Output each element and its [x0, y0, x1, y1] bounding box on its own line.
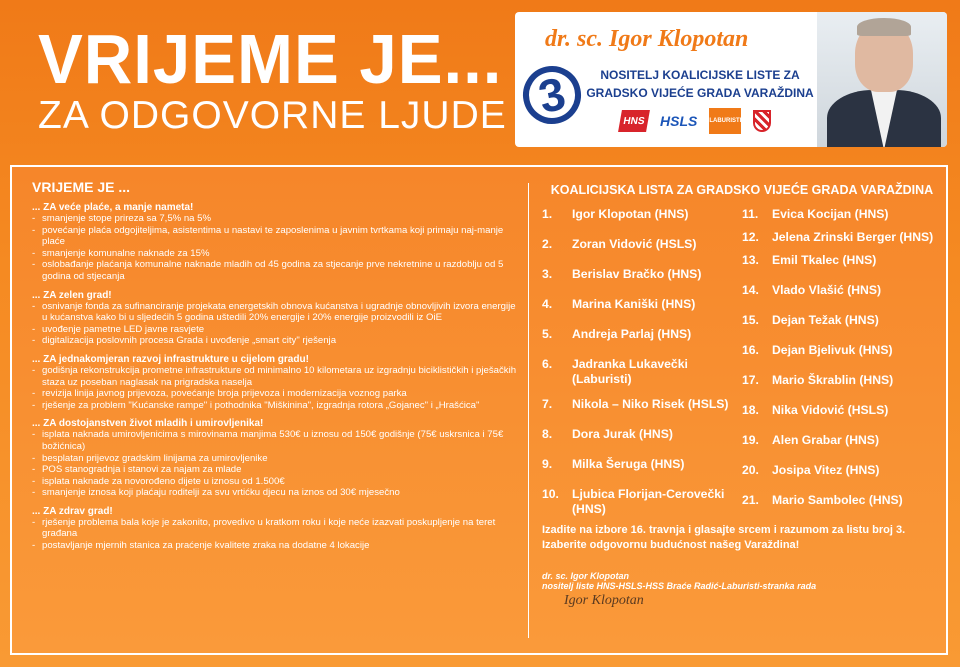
section-health	[32, 506, 522, 552]
section-heading: ... ZA dostojanstven život mladih i umirovljenika!	[32, 418, 264, 430]
laburisti-logo	[709, 108, 741, 134]
candidate-entry-name: Josipa Vitez (HNS)	[772, 463, 880, 477]
candidate-number: 11.	[742, 207, 759, 221]
candidate-number: 14.	[742, 283, 759, 297]
candidate-entry-name: Emil Tkalec (HNS)	[772, 253, 877, 267]
section-heading: ... ZA zdrav grad!	[32, 505, 113, 517]
candidate-list-col2	[742, 207, 942, 517]
section-heading: ... ZA veće plaće, a manje nameta!	[32, 202, 194, 213]
list-item: - smanjenje komunalne naknade za 15%	[32, 248, 522, 260]
candidate-entry-name: Mario Škrablin (HNS)	[772, 373, 894, 387]
hss-logo	[753, 110, 771, 132]
handwritten-signature: Igor Klopotan	[564, 593, 644, 608]
candidate-entry	[742, 343, 942, 358]
photo-hair	[857, 18, 911, 36]
candidate-photo	[817, 12, 947, 147]
candidate-number: 20.	[742, 463, 759, 477]
candidate-number: 9.	[542, 457, 553, 471]
candidate-name: dr. sc. Igor Klopotan	[545, 26, 749, 52]
candidate-entry	[542, 327, 742, 342]
candidate-entry-name: Jadranka Lukavečki (Laburisti)	[572, 357, 688, 386]
laburisti-logo-text: LABURISTI	[709, 117, 742, 124]
candidate-number: 12.	[742, 230, 759, 244]
section-heading: ... ZA jednakomjeran razvoj infrastrukture u cijelom gradu!	[32, 353, 309, 365]
candidate-number: 16.	[742, 343, 759, 357]
candidate-list-col1	[542, 207, 742, 517]
section-youth-pensioners	[32, 418, 522, 499]
candidate-entry	[742, 463, 942, 478]
candidate-role-line2: GRADSKO VIJEĆE GRADA VARAŽDINA	[586, 86, 814, 100]
candidate-role	[585, 66, 815, 102]
list-item: - isplata naknade za novorođeno dijete u iznosu od 1.500€	[32, 476, 522, 488]
candidate-entry-name: Milka Šeruga (HNS)	[572, 457, 685, 471]
candidate-number: 13.	[742, 253, 759, 267]
section-green	[32, 290, 522, 347]
vote-call-line2: Izaberite odgovornu budućnost našeg Varaždina!	[542, 539, 800, 551]
candidate-entry	[542, 427, 742, 442]
poster-subtitle: ZA ODGOVORNE LJUDE	[38, 94, 507, 137]
candidate-entry-name: Jelena Zrinski Berger (HNS)	[772, 230, 934, 244]
list-item: - revizija linija javnog prijevoza, povećanje broja prijevoza i modernizacija voznog parka	[32, 388, 522, 400]
signature-role: nositelj liste HNS-HSLS-HSS Braće Radić-Laburisti-stranka rada	[542, 581, 817, 591]
section-infrastructure	[32, 354, 522, 411]
candidate-number: 4.	[542, 297, 553, 311]
list-item: - isplata naknada umirovljenicima s mirovinama manjima 530€ u iznosu od 150€ godišnje (75€ uskrsnica i 75€ božićnica)	[32, 429, 522, 452]
vote-call	[542, 523, 942, 553]
column-divider	[528, 183, 529, 638]
section-wages	[32, 202, 522, 283]
candidate-entry-name: Nikola – Niko Risek (HSLS)	[572, 397, 729, 411]
candidate-entry-name: Zoran Vidović (HSLS)	[572, 237, 697, 251]
candidate-number: 10.	[542, 487, 559, 501]
candidate-box	[515, 12, 947, 147]
list-item: - digitalizacija poslovnih procesa Grada i uvođenje „smart city" rješenja	[32, 335, 522, 347]
list-number-badge: 3	[518, 61, 587, 130]
candidate-entry-name: Berislav Bračko (HNS)	[572, 267, 702, 281]
candidate-number: 17.	[742, 373, 759, 387]
vote-call-line1: Izadite na izbore 16. travnja i glasajte srcem i razumom za listu broj 3.	[542, 524, 906, 536]
party-logos	[620, 108, 771, 134]
candidate-number: 21.	[742, 493, 759, 507]
poster-title: VRIJEME JE...	[38, 20, 503, 98]
candidate-entry-name: Igor Klopotan (HNS)	[572, 207, 689, 221]
candidate-entry-name: Vlado Vlašić (HNS)	[772, 283, 882, 297]
candidate-entry-name: Nika Vidović (HSLS)	[772, 403, 889, 417]
list-item: - rješenje problema bala koje je zakonito, provedivo u kratkom roku i koje neće izazvati poskupljenje na teret građana	[32, 517, 522, 540]
candidate-entry	[742, 283, 942, 298]
candidate-entry	[542, 297, 742, 312]
candidate-entry	[542, 487, 742, 517]
candidate-list	[542, 207, 942, 517]
candidate-entry-name: Dejan Bjelivuk (HNS)	[772, 343, 893, 357]
list-item: - osnivanje fonda za sufinanciranje projekata energetskih obnova kućanstva i ugradnje obnovljivih izvora energije u kućanstva kako bi u sljedećih 5 godina uštedili 20% energije i 20% energije proizvodili iz OiE	[32, 301, 522, 324]
candidate-entry	[542, 267, 742, 282]
candidate-role-line1: NOSITELJ KOALICIJSKE LISTE ZA	[600, 68, 800, 82]
candidate-number: 5.	[542, 327, 553, 341]
list-item: - smanjenje stope prireza sa 7,5% na 5%	[32, 213, 522, 225]
candidate-list-title: KOALICIJSKA LISTA ZA GRADSKO VIJEĆE GRADA VARAŽDINA	[550, 183, 934, 197]
list-item: - uvođenje pametne LED javne rasvjete	[32, 324, 522, 336]
candidate-entry-name: Dejan Težak (HNS)	[772, 313, 879, 327]
list-item: - POS stanogradnja i stanovi za najam za mlade	[32, 464, 522, 476]
list-item: - oslobađanje plaćanja komunalne naknade mladih od 45 godina za stjecanje prve nekretnine u razdoblju od 5 godina od stjecanja	[32, 259, 522, 282]
list-item: - povećanje plaća odgojiteljima, asistentima u nastavi te zaposlenima u javnim tvrtkama koji primaju naj-manje plaće	[32, 225, 522, 248]
candidate-number: 8.	[542, 427, 553, 441]
list-item: - postavljanje mjernih stanica za praćenje kvalitete zraka na dodatne 4 lokacije	[32, 540, 522, 552]
section-heading: ... ZA zelen grad!	[32, 289, 112, 301]
hns-logo: HNS	[618, 110, 650, 132]
candidate-number: 7.	[542, 397, 553, 411]
list-item: - godišnja rekonstrukcija prometne infrastrukture od minimalno 10 kilometara uz izgradnju biciklističkih i pješačkih staza uz poseban naglasak na prigradska naselja	[32, 365, 522, 388]
candidate-number: 1.	[542, 207, 553, 221]
candidate-entry-name: Alen Grabar (HNS)	[772, 433, 879, 447]
candidate-entry	[742, 373, 942, 388]
list-item: - rješenje za problem "Kućanske rampe" i pothodnika "Miškinina", izgradnja rotora „Gojanec" i „Hrašćica"	[32, 400, 522, 412]
candidate-entry-name: Mario Sambolec (HNS)	[772, 493, 903, 507]
candidate-number: 19.	[742, 433, 759, 447]
hsls-logo: HSLS	[660, 113, 698, 129]
candidate-entry-name: Marina Kaniški (HNS)	[572, 297, 696, 311]
candidate-entry	[542, 237, 742, 252]
program-title: VRIJEME JE ...	[32, 179, 131, 195]
list-item: - besplatan prijevoz gradskim linijama za umirovljenike	[32, 453, 522, 465]
candidate-entry	[742, 230, 942, 245]
candidate-entry-name: Evica Kocijan (HNS)	[772, 207, 889, 221]
candidate-entry	[742, 253, 942, 268]
candidate-entry-name: Ljubica Florijan-Cerovečki (HNS)	[572, 487, 725, 516]
candidate-list-column	[542, 183, 942, 609]
candidate-entry	[542, 397, 742, 412]
candidate-entry	[742, 313, 942, 328]
program-column	[32, 179, 522, 552]
signature-name: dr. sc. Igor Klopotan	[542, 571, 630, 581]
list-item: - smanjenje iznosa koji plaćaju roditelji za svu vrtićku djecu na iznos od 30€ mjesečno	[32, 487, 522, 499]
candidate-number: 15.	[742, 313, 759, 327]
content-box	[10, 165, 948, 655]
candidate-number: 2.	[542, 237, 553, 251]
candidate-entry	[742, 493, 942, 508]
candidate-entry-name: Dora Jurak (HNS)	[572, 427, 673, 441]
candidate-entry	[742, 433, 942, 448]
candidate-entry	[542, 357, 742, 387]
candidate-entry	[742, 403, 942, 418]
candidate-number: 6.	[542, 357, 553, 371]
candidate-entry	[742, 207, 942, 222]
candidate-entry	[542, 207, 742, 222]
candidate-number: 3.	[542, 267, 553, 281]
candidate-entry-name: Andreja Parlaj (HNS)	[572, 327, 692, 341]
candidate-entry	[542, 457, 742, 472]
candidate-number: 18.	[742, 403, 759, 417]
